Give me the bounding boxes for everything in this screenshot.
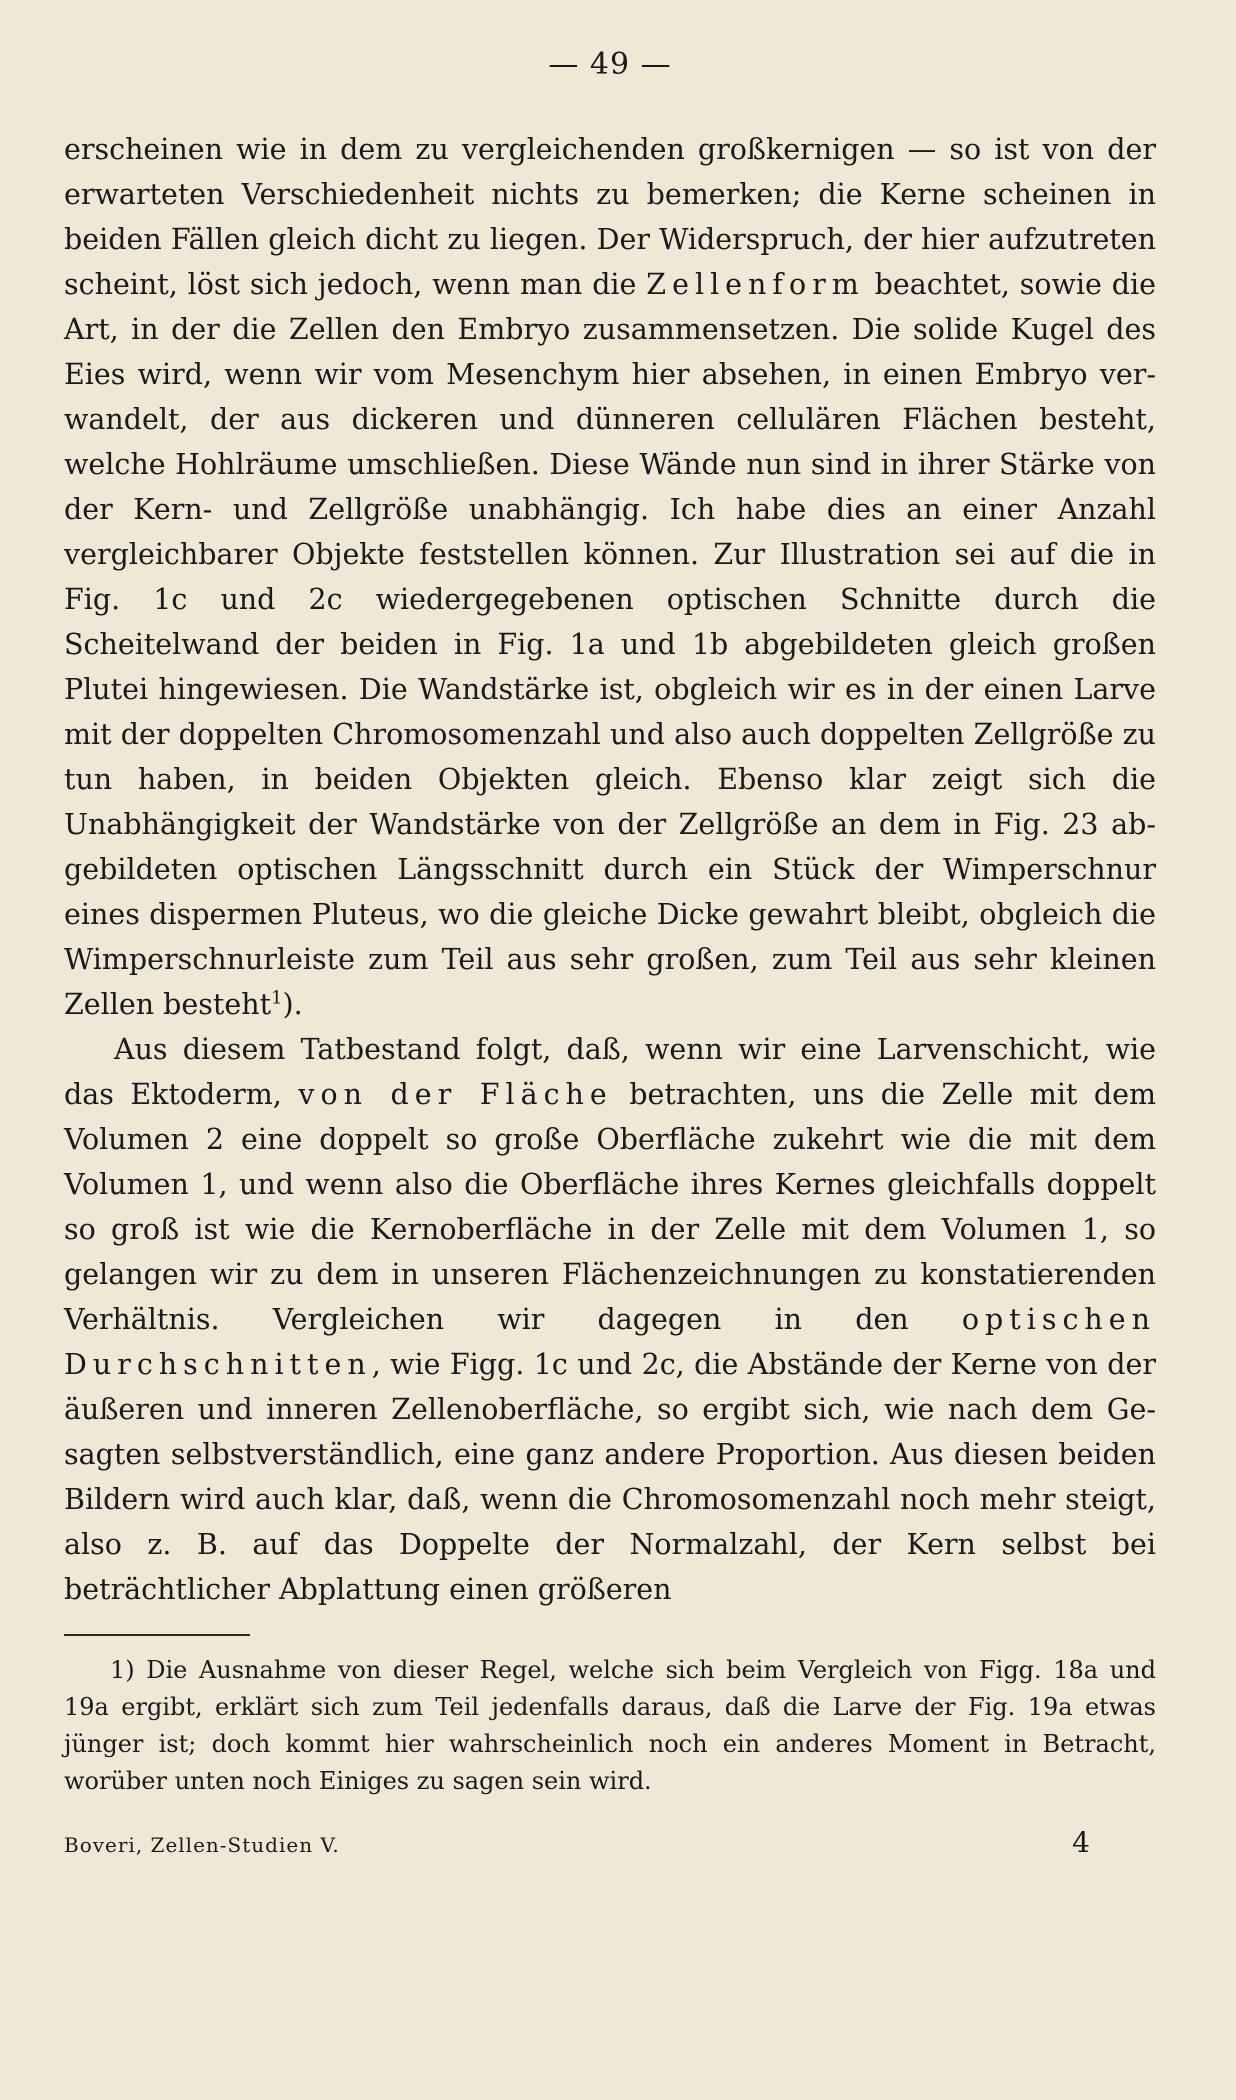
emphasis-zellenform: Zellenform — [646, 268, 865, 301]
paragraph-2 — [64, 1027, 1156, 1612]
paragraph-1-end: ). — [282, 988, 303, 1021]
page-footer — [64, 1826, 1156, 1859]
footnote-reference: 1 — [271, 987, 283, 1009]
footnote-divider — [64, 1634, 250, 1636]
emphasis-von-der-flaeche: von der Fläche — [298, 1078, 613, 1111]
paragraph-2-text-c: , wie Figg. 1c und 2c, die Abstände der Kerne von der äußeren und inneren Zellenoberfläche, so ergibt sich, wie nach dem Gesagten selbstverständlich, eine ganz andere Proportion. Aus diesen beiden Bildern wird auch klar, daß, wenn die Chromosomenzahl noch mehr steigt, also z. B. auf das Doppelte der Normalzahl, der Kern selbst bei beträchtlicher Abplattung einen größeren — [64, 1348, 1156, 1606]
paragraph-1-text-b: beachtet, sowie die Art, in der die Zellen den Embryo zusammensetzen. Die solide Kugel des Eies wird, wenn wir vom Mesenchym hier absehen, in einen Embryo verwandelt, der aus dickeren und dünneren cellulären Flächen besteht, welche Hohlräume umschließen. Diese Wände nun sind in ihrer Stärke von der Kern- und Zellgröße unabhängig. Ich habe dies an einer Anzahl vergleichbarer Objekte feststellen können. Zur Illustration sei auf die in Fig. 1c und 2c wiedergegebenen optischen Schnitte durch die Scheitelwand der beiden in Fig. 1a und 1b abgebildeten gleich großen Plutei hingewiesen. Die Wandstärke ist, obgleich wir es in der einen Larve mit der doppelten Chromosomenzahl und also auch doppelten Zellgröße zu tun haben, in beiden Objekten gleich. Ebenso klar zeigt sich die Unabhängigkeit der Wandstärke von der Zellgröße an dem in Fig. 23 abgebildeten optischen Längsschnitt durch ein Stück der Wimperschnur eines dispermen Pluteus, wo die gleiche Dicke gewahrt bleibt, obgleich die Wimperschnurleiste zum Teil aus sehr großen, zum Teil aus sehr kleinen Zellen besteht — [64, 268, 1156, 1021]
paragraph-2-text-b: betrachten, uns die Zelle mit dem Volumen 2 eine doppelt so große Oberfläche zukehrt wie die mit dem Volumen 1, und wenn also die Oberfläche ihres Kernes gleichfalls doppelt so groß ist wie die Kernoberfläche in der Zelle mit dem Volumen 1, so gelangen wir zu dem in unseren Flächenzeichnungen zu konstatierenden Verhältnis. Vergleichen wir dagegen in den — [64, 1078, 1157, 1336]
page-number: — 49 — — [548, 47, 672, 82]
main-text — [64, 127, 1156, 1612]
paragraph-1 — [64, 127, 1156, 1027]
sheet-number: 4 — [1072, 1826, 1090, 1859]
paragraph-1-text-a: erscheinen wie in dem zu vergleichenden großkernigen — so ist von der erwarteten Verschiedenheit nichts zu bemerken; die Kerne scheinen in beiden Fällen gleich dicht zu liegen. Der Widerspruch, der hier aufzutreten scheint, löst sich jedoch, wenn man die — [64, 133, 1156, 301]
footnote: 1) Die Ausnahme von dieser Regel, welche sich beim Vergleich von Figg. 18a und 19a ergibt, erklärt sich zum Teil jedenfalls daraus, daß die Larve der Fig. 19a etwas jünger ist; doch kommt hier wahrscheinlich noch ein anderes Moment in Betracht, worüber unten noch Einiges zu sagen sein wird. — [64, 1656, 1156, 1795]
signature-line: Boveri, Zellen-Studien V. — [64, 1833, 340, 1857]
emphasis-optischen-durchschnitten: optischen Durchschnitten — [64, 1303, 1156, 1381]
paragraph-2-text-a: Aus diesem Tatbestand folgt, daß, wenn wir eine Larvenschicht, wie das Ektoderm, — [64, 1033, 1156, 1111]
